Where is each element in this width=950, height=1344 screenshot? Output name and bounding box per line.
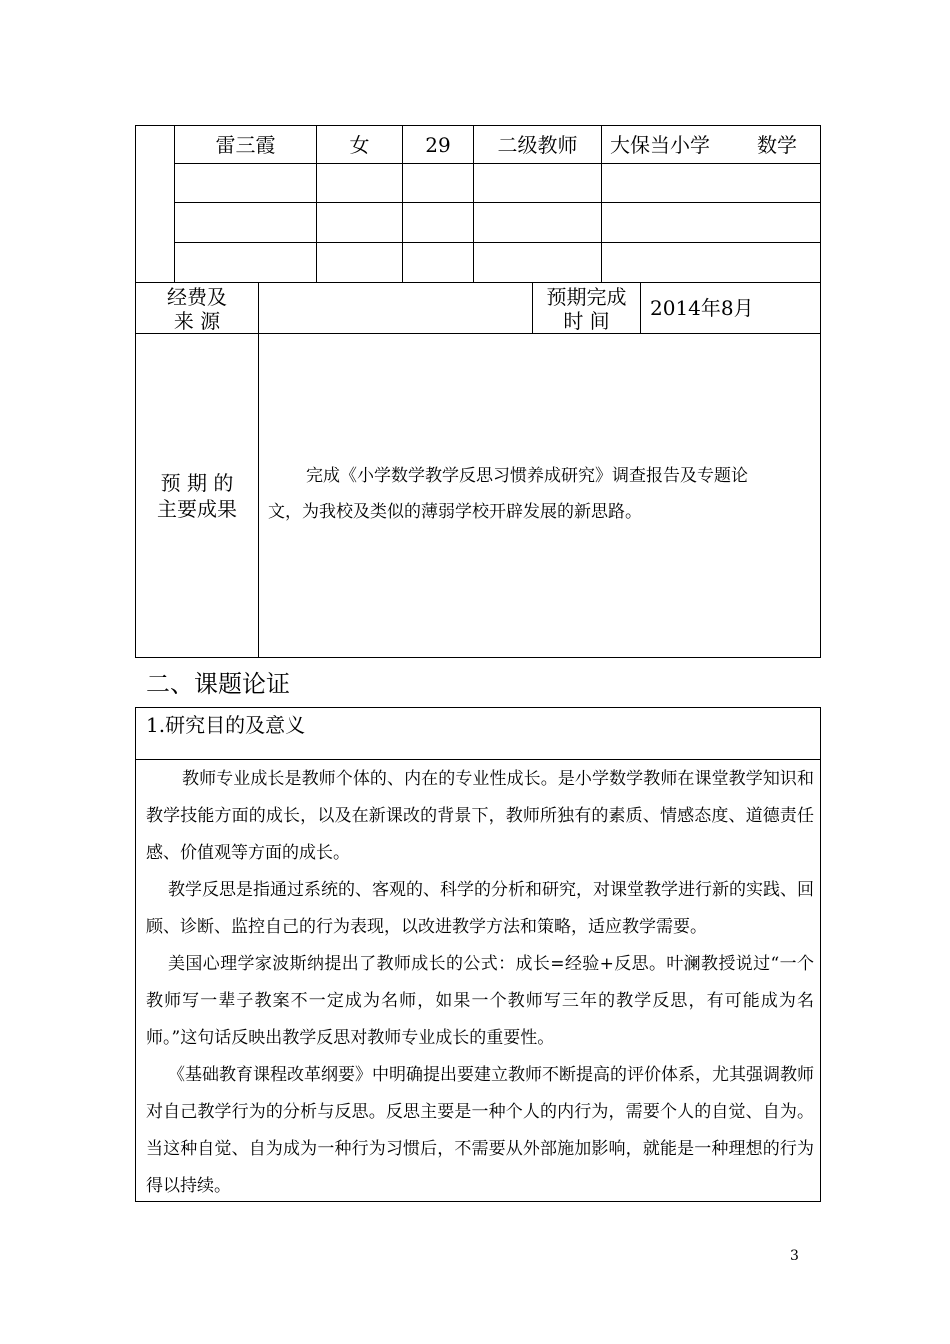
results-label — [136, 470, 258, 522]
results-label-line1: 预 期 的 — [160, 471, 234, 495]
paragraph-4: 《基础教育课程改革纲要》中明确提出要建立教师不断提高的评价体系，尤其强调教师对自己教学行为的分析与反思。反思主要是一种个人的内行为，需要个人的自觉、自为。当这种自觉、自为成为一种行为习惯后，不需要从外部施加影响，就能是一种理想的行为得以持续。 — [146, 1065, 814, 1196]
funding-label-line2: 来 源 — [173, 309, 221, 333]
funding-label — [136, 285, 258, 333]
purpose-body — [146, 761, 814, 1205]
expected-time-label-line1: 预期完成 — [546, 285, 627, 309]
results-text-line1: 完成《小学数学教学反思习惯养成研究》调查报告及专题论 — [306, 466, 748, 486]
paragraph-1: 教师专业成长是教师个体的、内在的专业性成长。是小学数学教师在课堂教学知识和教学技能方面的成长，以及在新课改的背景下，教师所独有的素质、情感态度、道德责任感、价值观等方面的成长。 — [146, 769, 814, 863]
page-number: 3 — [790, 1248, 799, 1264]
member-unit: 大保当小学 — [610, 133, 710, 157]
member-subject: 数学 — [757, 133, 797, 157]
sub-heading: 1.研究目的及意义 — [146, 713, 306, 737]
results-label-line2: 主要成果 — [157, 497, 237, 521]
expected-time-label — [533, 285, 640, 333]
member-age: 29 — [425, 133, 451, 157]
expected-time-value: 2014年8月 — [650, 296, 754, 320]
member-gender: 女 — [349, 133, 370, 157]
section-heading: 二、课题论证 — [146, 670, 290, 698]
results-text-line2: 文，为我校及类似的薄弱学校开辟发展的新思路。 — [268, 502, 642, 522]
member-title: 二级教师 — [497, 133, 578, 157]
expected-time-label-line2: 时 间 — [563, 309, 610, 333]
paragraph-3: 美国心理学家波斯纳提出了教师成长的公式：成长=经验+反思。叶澜教授说过“一个教师写一辈子教案不一定成为名师，如果一个教师写三年的教学反思，有可能成为名师。”这句话反映出教学反思对教师专业成长的重要性。 — [146, 954, 814, 1048]
funding-label-line1: 经费及 — [167, 285, 227, 309]
member-name: 雷三霞 — [215, 133, 276, 157]
paragraph-2: 教学反思是指通过系统的、客观的、科学的分析和研究，对课堂教学进行新的实践、回顾、诊断、监控自己的行为表现，以改进教学方法和策略，适应教学需要。 — [146, 880, 814, 937]
results-text — [268, 458, 813, 530]
